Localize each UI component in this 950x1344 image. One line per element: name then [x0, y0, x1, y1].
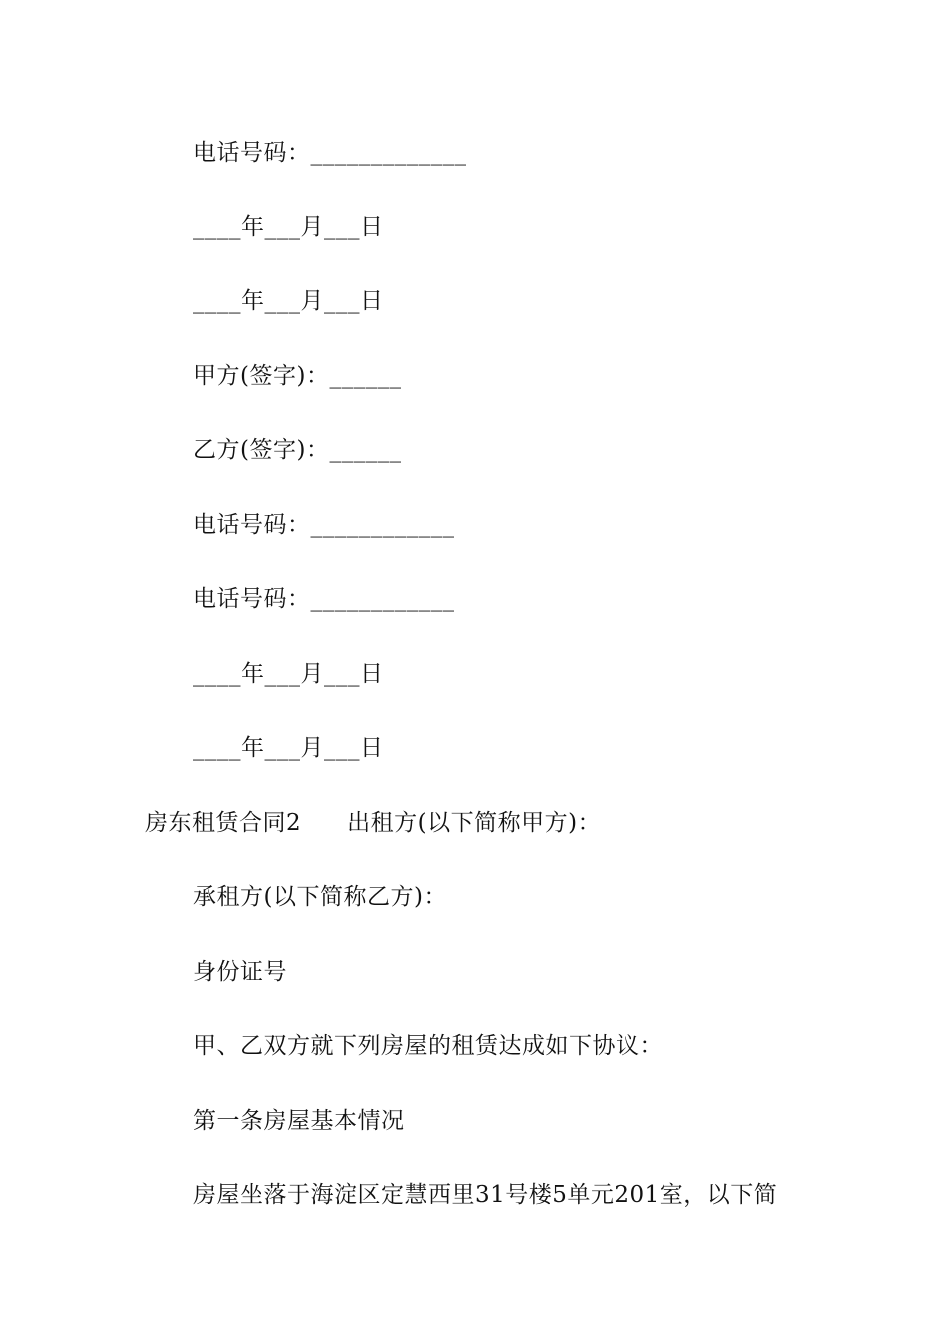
- article-one-heading: 第一条房屋基本情况: [193, 1108, 405, 1134]
- date-line-3: ____年___月___日: [193, 661, 384, 687]
- phone-number-line-2: 电话号码：____________: [193, 512, 455, 538]
- party-a-signature-line: 甲方(签字)：______: [193, 363, 402, 389]
- date-line-2: ____年___月___日: [193, 288, 384, 314]
- property-location-line: 房屋坐落于海淀区定慧西里31号楼5单元201室，以下简: [193, 1182, 778, 1208]
- phone-number-line-3: 电话号码：____________: [193, 586, 455, 612]
- section-heading: 房东租赁合同2: [145, 810, 302, 836]
- party-b-signature-line: 乙方(签字)：______: [193, 437, 402, 463]
- lessor-line: 出租方(以下简称甲方)：: [347, 810, 602, 836]
- agreement-intro-line: 甲、乙双方就下列房屋的租赁达成如下协议：: [193, 1033, 663, 1059]
- date-line-1: ____年___月___日: [193, 214, 384, 240]
- phone-number-line-1: 电话号码：_____________: [193, 140, 467, 166]
- lessee-line: 承租方(以下简称乙方)：: [193, 884, 447, 910]
- date-line-4: ____年___月___日: [193, 735, 384, 761]
- section-heading-row: [145, 808, 601, 838]
- id-number-line: 身份证号: [193, 959, 287, 985]
